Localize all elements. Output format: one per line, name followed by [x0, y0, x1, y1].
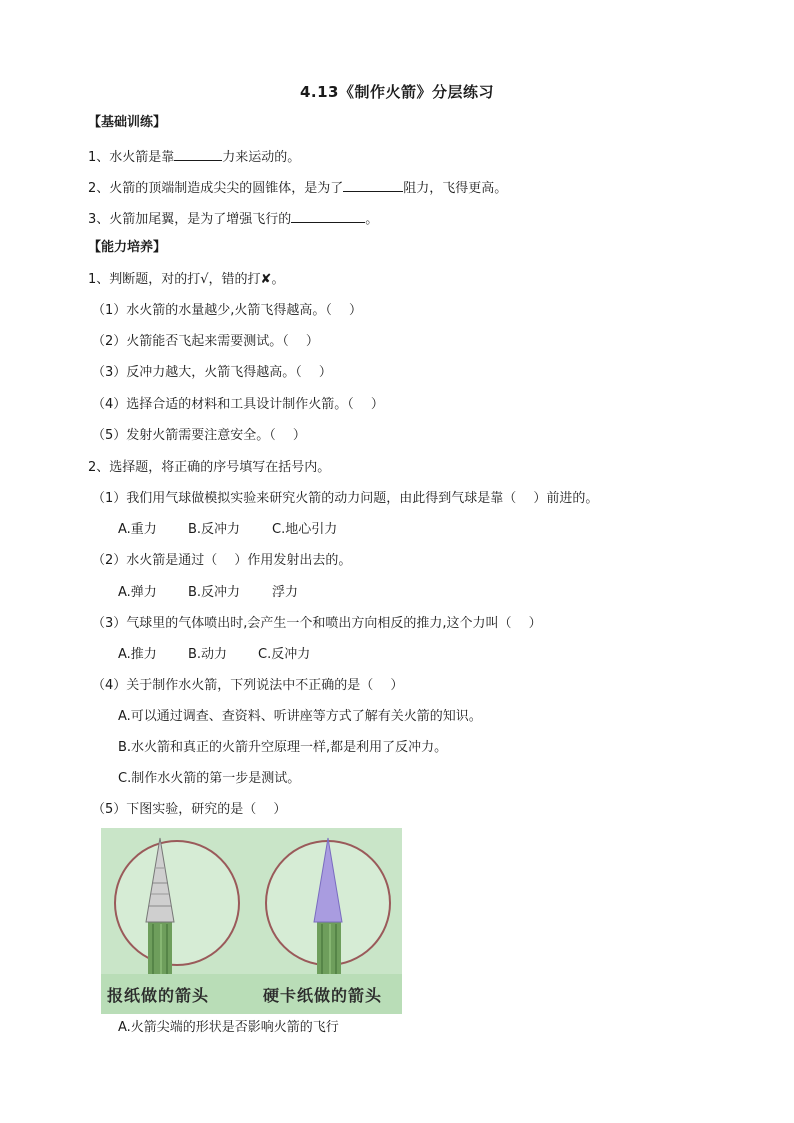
answer-blank-3[interactable]: [291, 208, 365, 223]
judge-item-3: （3）反冲力越大，火箭飞得越高。（ ）: [92, 365, 332, 380]
rocket-nose-illustration: [101, 828, 402, 974]
choice-1-option-c: C.地心引力: [272, 522, 338, 537]
section-basic-training: 【基础训练】: [88, 115, 167, 130]
question-2-text: 2、火箭的顶端制造成尖尖的圆锥体，是为了: [88, 181, 344, 196]
choice-2-option-a: A.弹力: [118, 585, 157, 600]
choice-heading: 2、选择题，将正确的序号填写在括号内。: [88, 460, 331, 475]
judge-item-4: （4）选择合适的材料和工具设计制作火箭。（ ）: [92, 397, 384, 412]
left-circle: [115, 841, 239, 965]
choice-3-option-b: B.动力: [188, 647, 228, 662]
choice-3-option-a: A.推力: [118, 647, 157, 662]
question-2: [88, 177, 507, 198]
choice-question-3: （3）气球里的气体喷出时,会产生一个和喷出方向相反的推力,这个力叫（ ）: [92, 616, 542, 631]
choice-question-1: （1）我们用气球做模拟实验来研究火箭的动力问题，由此得到气球是靠（ ）前进的。: [92, 491, 599, 506]
answer-blank-1[interactable]: [174, 146, 222, 161]
choice-5-option-a: A.火箭尖端的形状是否影响火箭的飞行: [118, 1020, 339, 1035]
choice-question-4: （4）关于制作水火箭，下列说法中不正确的是（ ）: [92, 678, 404, 693]
page-title: 4.13《制作火箭》分层练习: [299, 83, 494, 101]
choice-4-option-b: B.水火箭和真正的火箭升空原理一样,都是利用了反冲力。: [118, 740, 448, 755]
choice-3-option-c: C.反冲力: [258, 647, 311, 662]
question-2-text-end: 阻力，飞得更高。: [403, 181, 508, 196]
caption-cardstock: 硬卡纸做的箭头: [263, 986, 383, 1005]
choice-2-option-c: 浮力: [272, 585, 299, 600]
choice-2-option-b: B.反冲力: [188, 585, 241, 600]
question-1-text: 1、水火箭是靠: [88, 150, 175, 165]
rocket-nose-figure: [101, 828, 402, 1014]
question-1-text-end: 力来运动的。: [222, 150, 301, 165]
choice-4-option-c: C.制作水火箭的第一步是测试。: [118, 771, 301, 786]
figure-caption-bar: [101, 974, 402, 1014]
question-1: [88, 146, 300, 167]
judge-heading: 1、判断题，对的打√，错的打✘。: [88, 272, 285, 287]
caption-newspaper: 报纸做的箭头: [107, 986, 210, 1005]
right-rocket-body: [317, 920, 341, 974]
section-ability-training: 【能力培养】: [88, 240, 167, 255]
question-3-text: 3、火箭加尾翼，是为了增强飞行的: [88, 212, 292, 227]
question-3: [88, 208, 378, 229]
answer-blank-2[interactable]: [343, 177, 403, 192]
choice-question-2: （2）水火箭是通过（ ）作用发射出去的。: [92, 553, 352, 568]
left-rocket-body: [148, 920, 172, 974]
judge-item-2: （2）火箭能否飞起来需要测试。（ ）: [92, 334, 319, 349]
choice-1-option-a: A.重力: [118, 522, 157, 537]
question-3-text-end: 。: [365, 212, 379, 227]
judge-item-5: （5）发射火箭需要注意安全。（ ）: [92, 428, 306, 443]
choice-question-5: （5）下图实验，研究的是（ ）: [92, 802, 287, 817]
choice-4-option-a: A.可以通过调查、查资料、听讲座等方式了解有关火箭的知识。: [118, 709, 482, 724]
judge-item-1: （1）水火箭的水量越少,火箭飞得越高。（ ）: [92, 303, 363, 318]
choice-1-option-b: B.反冲力: [188, 522, 241, 537]
